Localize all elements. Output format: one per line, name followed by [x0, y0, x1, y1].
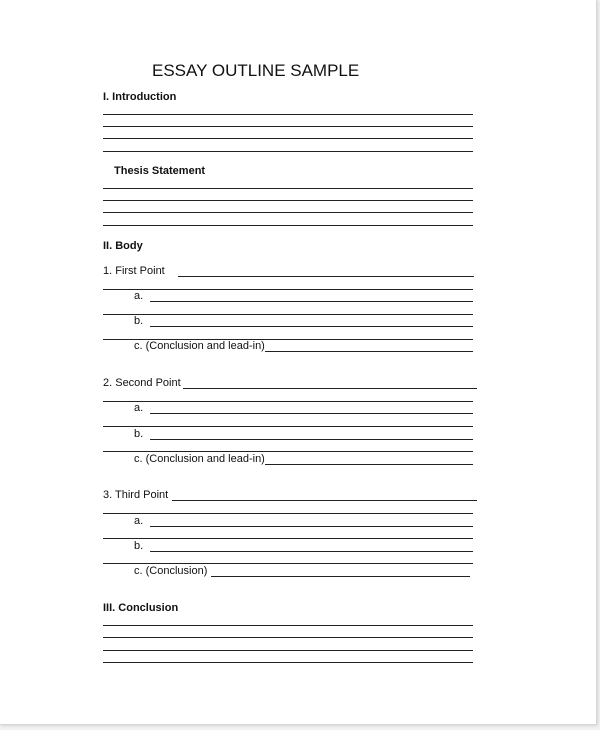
third-point-sub-b-line	[150, 551, 473, 552]
second-point-spacer-line-2	[103, 426, 473, 427]
introduction-line-2	[103, 126, 473, 127]
third-point-sub-b-label: b.	[134, 540, 144, 552]
conclusion-line-4	[103, 662, 473, 663]
conclusion-line-1	[103, 625, 473, 626]
conclusion-heading: III. Conclusion	[103, 602, 179, 614]
first-point-sub-b-line	[150, 326, 473, 327]
first-point-spacer-line	[103, 289, 473, 290]
second-point-spacer-line	[103, 401, 473, 402]
second-point-sub-b-label: b.	[134, 428, 144, 440]
first-point-sub-b-label: b.	[134, 315, 144, 327]
first-point-line	[178, 276, 474, 277]
thesis-statement-label: Thesis Statement	[114, 165, 206, 177]
thesis-line-4	[103, 225, 473, 226]
third-point-line	[172, 500, 477, 501]
first-point-sub-a-line	[150, 301, 473, 302]
thesis-line-2	[103, 200, 473, 201]
third-point-sub-a-line	[150, 526, 473, 527]
second-point-label: 2. Second Point	[103, 377, 181, 389]
first-point-sub-a-label: a.	[134, 290, 144, 302]
introduction-line-1	[103, 114, 473, 115]
third-point-sub-c-line	[211, 576, 470, 577]
third-point-spacer-line-3	[103, 563, 473, 564]
body-heading: II. Body	[103, 240, 143, 252]
second-point-sub-a-line	[150, 413, 473, 414]
third-point-spacer-line-2	[103, 538, 473, 539]
second-point-line	[183, 388, 477, 389]
second-point-sub-c-label: c. (Conclusion and lead-in)	[134, 453, 265, 465]
third-point-spacer-line	[103, 513, 473, 514]
first-point-label: 1. First Point	[103, 265, 165, 277]
third-point-sub-c-label: c. (Conclusion)	[134, 565, 208, 577]
document-title: ESSAY OUTLINE SAMPLE	[152, 61, 360, 80]
conclusion-line-3	[103, 650, 473, 651]
second-point-sub-a-label: a.	[134, 402, 144, 414]
first-point-spacer-line-2	[103, 314, 473, 315]
third-point-sub-a-label: a.	[134, 515, 144, 527]
first-point-sub-c-label: c. (Conclusion and lead-in)	[134, 340, 265, 352]
third-point-label: 3. Third Point	[103, 489, 169, 501]
conclusion-line-2	[103, 637, 473, 638]
second-point-sub-c-line	[265, 464, 473, 465]
introduction-line-4	[103, 151, 473, 152]
introduction-line-3	[103, 138, 473, 139]
second-point-spacer-line-3	[103, 451, 473, 452]
thesis-line-3	[103, 212, 473, 213]
second-point-sub-b-line	[150, 439, 473, 440]
introduction-heading: I. Introduction	[103, 91, 177, 103]
thesis-line-1	[103, 188, 473, 189]
first-point-sub-c-line	[265, 351, 473, 352]
